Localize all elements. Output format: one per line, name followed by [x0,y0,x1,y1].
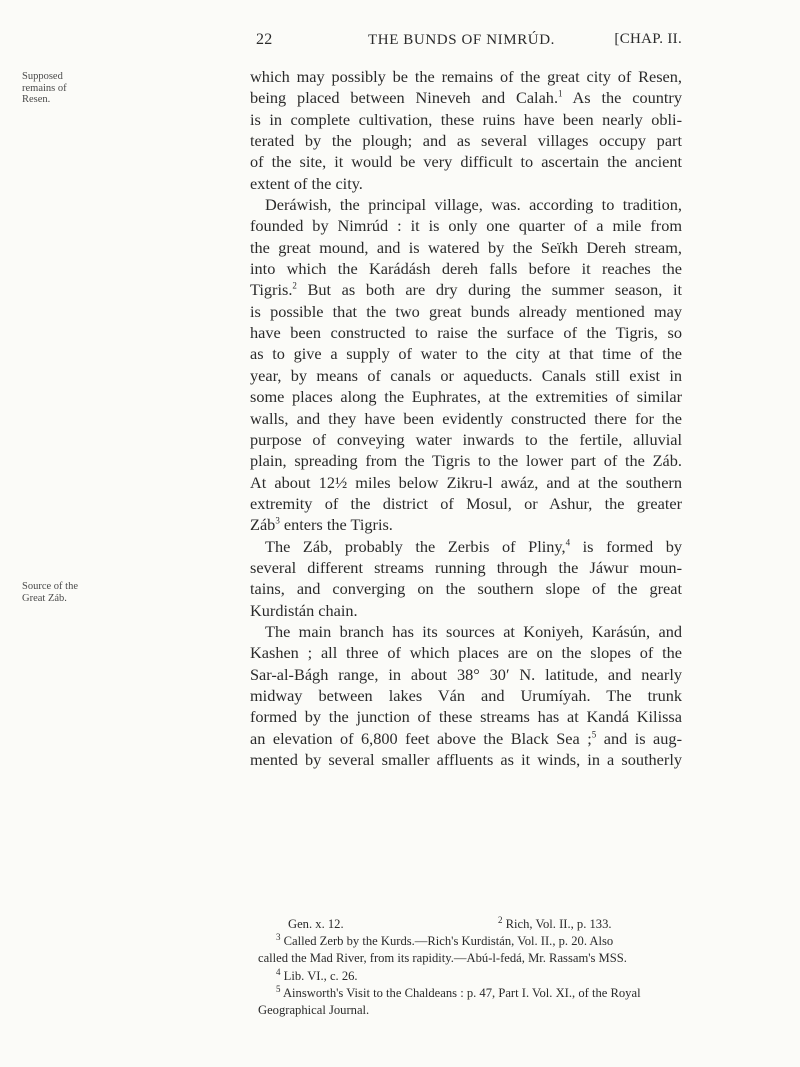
text-line: The Záb, probably the Zerbis of Pliny,$^4$ is formed by [265,536,682,556]
footnote-3-cont: called the Mad River, from its rapidity.—Abú-l-fedá, Mr. Rassam's MSS. [258,951,627,966]
margin-note-line: Source of the [22,581,78,592]
text-line: of the site, it would be very difficult to ascertain the ancient [250,152,682,172]
text-line: founded by Nimrúd : it is only one quarter of a mile from [250,216,682,236]
text-line: terated by the plough; and as several villages occupy part [250,131,682,151]
text-line: Deráwish, the principal village, was. according to tradition, [265,195,682,215]
page-number: 22 [256,31,273,48]
text-line: formed by the junction of these streams has at Kandá Kilissa [250,707,682,727]
running-title: THE BUNDS OF NIMRÚD. [368,32,556,48]
body-text [250,66,682,770]
footnote-2: $^2$ Rich, Vol. II., p. 133. [498,914,612,931]
text-line: Kurdistán chain. [250,600,358,620]
text-line: which may possibly be the remains of the great city of Resen, [250,67,682,86]
margin-note-line: Supposed [22,71,63,82]
chapter-label: [CHAP. II. [614,31,682,47]
running-header [256,31,682,53]
margin-note-zab [22,581,82,604]
text-line: extremity of the district of Mosul, or Ashur, the greater [250,493,682,513]
text-line: mented by several smaller affluents as it winds, in a southerly [250,750,682,769]
footnote-1: Gen. x. 12. [288,917,344,931]
text-line: several different streams running through the Jáwur moun- [250,557,682,577]
text-line: year, by means of canals or aqueducts. Canals still exist in [250,365,682,385]
text-line: Kashen ; all three of which places are on the slopes of the [250,643,682,663]
text-line: into which the Karádásh dereh falls before it reaches the [250,259,682,279]
text-line: midway between lakes Ván and Urumíyah. The trunk [250,685,682,705]
text-line: plain, spreading from the Tigris to the lower part of the Záb. [250,451,682,471]
footnote-4: $^4$ Lib. VI., c. 26. [276,966,358,983]
text-line: purpose of conveying water inwards to the fertile, alluvial [250,429,682,449]
text-line: being placed between Nineveh and Calah.$^1$ As the country [250,88,682,108]
text-line: At about 12½ miles below Zikru-l awáz, and at the southern [250,472,682,492]
text-line: some places along the Euphrates, at the extremities of similar [250,387,682,407]
text-line: is possible that the two great bunds already mentioned may [250,301,682,321]
footnote-5-cont: Geographical Journal. [258,1003,370,1017]
footnote-5: $^5$ Ainsworth's Visit to the Chaldeans : p. 47, Part I. Vol. XI., of the Royal [276,983,641,1000]
text-line: tains, and converging on the southern slope of the great [250,579,682,599]
text-line: is in complete cultivation, these ruins have been nearly obli- [250,109,682,129]
margin-note-line: Resen. [22,94,51,105]
margin-note-line: remains of [22,82,67,94]
text-line: extent of the city. [250,173,363,193]
text-line: Záb$^3$ enters the Tigris. [250,515,393,535]
margin-note-line: Great Záb. [22,592,67,604]
text-line: Tigris.$^2$ But as both are dry during the summer season, it [250,280,682,300]
footnote-3: $^3$ Called Zerb by the Kurds.—Rich's Kurdistán, Vol. II., p. 20. Also [276,932,614,949]
text-line: have been constructed to raise the surface of the Tigris, so [250,323,682,343]
text-line: Sar-al-Bágh range, in about 38° 30′ N. latitude, and nearly [250,664,682,684]
text-line: The main branch has its sources at Koniyeh, Karásún, and [265,621,682,641]
footnote-row [258,916,682,933]
text-line: the great mound, and is watered by the Seïkh Dereh stream, [250,237,682,257]
footnotes [258,916,682,1019]
text-line: an elevation of 6,800 feet above the Black Sea ;$^5$ and is aug- [250,728,682,748]
text-line: walls, and they have been evidently constructed there for the [250,408,682,428]
margin-note-resen [22,71,82,106]
text-line: as to give a supply of water to the city at that time of the [250,344,682,364]
